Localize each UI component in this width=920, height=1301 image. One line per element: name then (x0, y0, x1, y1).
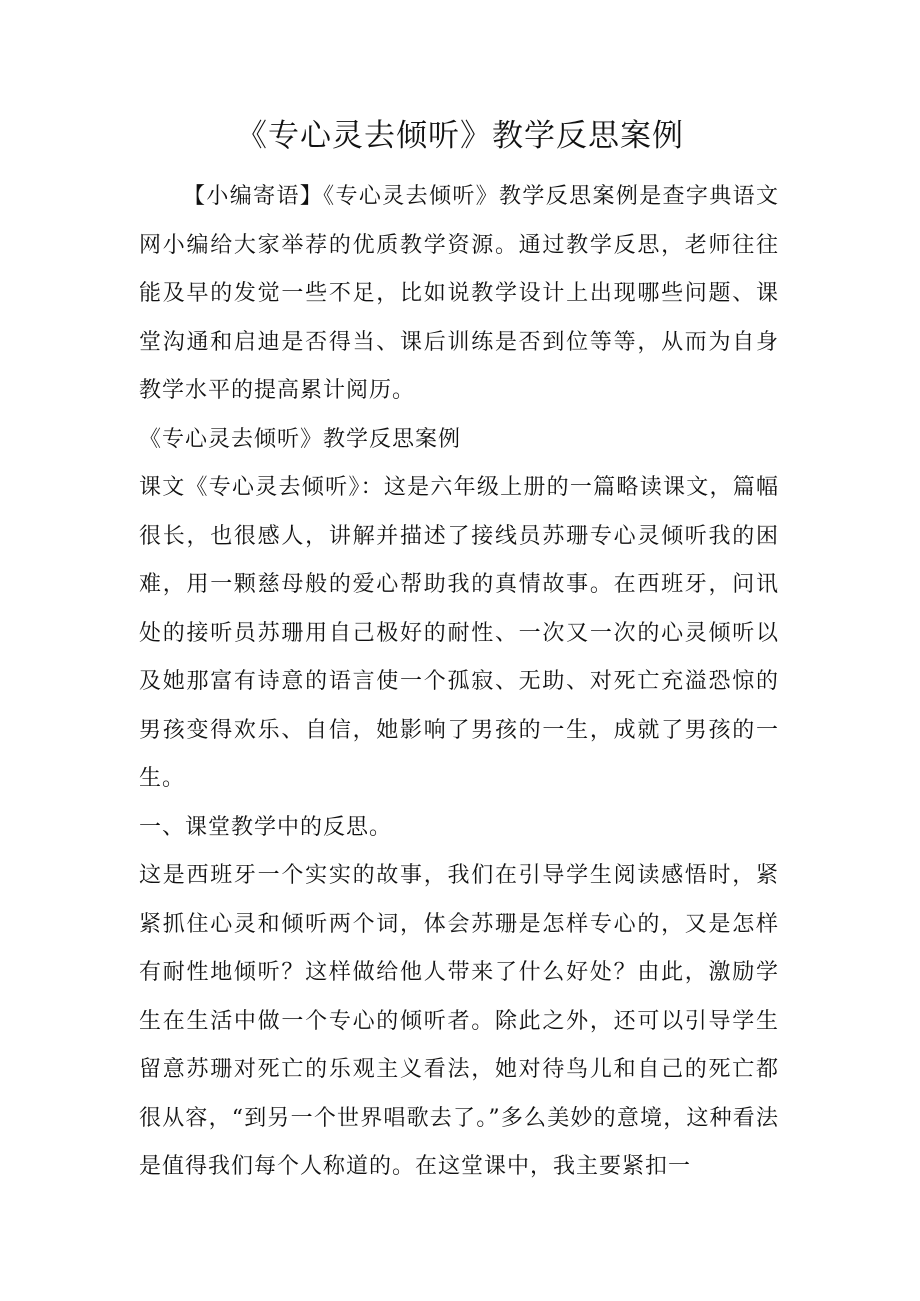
text-paragraph-1: 课文《专心灵去倾听》：这是六年级上册的一篇略读课文，篇幅很长，也很感人，讲解并描述了接线员苏珊专心灵倾听我的困难，用一颗慈母般的爱心帮助我的真情故事。在西班牙，问讯处的接听员苏珊用自己极好的耐性、一次又一次的心灵倾听以及她那富有诗意的语言使一个孤寂、无助、对死亡充溢恐惊的男孩变得欢乐、自信，她影响了男孩的一生，成就了男孩的一生。 (139, 475, 779, 791)
document-title: 《专心灵去倾听》教学反思案例 (236, 118, 684, 154)
text-paragraph-2: 这是西班牙一个实实的故事，我们在引导学生阅读感悟时，紧紧抓住心灵和倾听两个词，体会苏珊是怎样专心的，又是怎样有耐性地倾听？这样做给他人带来了什么好处？由此，激励学生在生活中做一个专心的倾听者。除此之外，还可以引导学生留意苏珊对死亡的乐观主义看法，她对待鸟儿和自己的死亡都很从容，“到另一个世界唱歌去了。”多么美妙的意境，这种看法是值得我们每个人称道的。在这堂课中，我主要紧扣一 (139, 863, 779, 1179)
subtitle-line: 《专心灵去倾听》教学反思案例 (139, 426, 462, 452)
section-heading: 一、课堂教学中的反思。 (139, 814, 393, 840)
intro-paragraph: 【小编寄语】《专心灵去倾听》教学反思案例是查字典语文网小编给大家举荐的优质教学资源。通过教学反思，老师往往能及早的发觉一些不足，比如说教学设计上出现哪些问题、课堂沟通和启迪是否得当、课后训练是否到位等等，从而为自身教学水平的提高累计阅历。 (139, 184, 779, 403)
document-body (139, 173, 779, 1192)
